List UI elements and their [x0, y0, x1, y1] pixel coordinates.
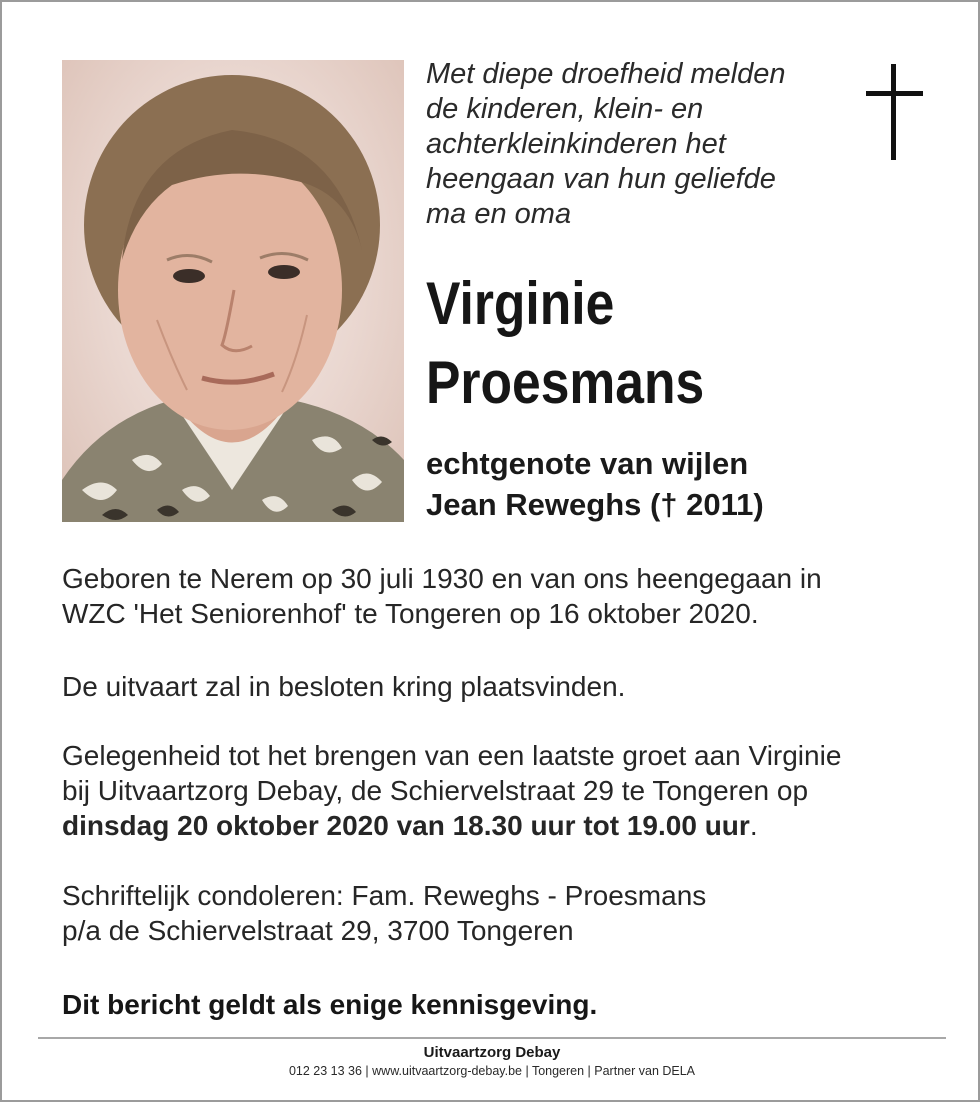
condolence-paragraph: [62, 878, 962, 948]
intro-line: ma en oma: [426, 198, 572, 230]
text-line: [62, 808, 962, 843]
intro-text: [426, 57, 846, 232]
cross-icon: [866, 64, 924, 162]
intro-line: achterkleinkinderen het: [426, 128, 726, 160]
text-line: Schriftelijk condoleren: Fam. Reweghs - Proesmans: [62, 880, 707, 911]
spouse-line: echtgenote van wijlen: [426, 446, 749, 481]
notice-text: Dit bericht geldt als enige kennisgeving.: [62, 989, 598, 1020]
period: .: [749, 810, 758, 841]
text-line: Geboren te Nerem op 30 juli 1930 en van ons heengegaan in: [62, 563, 822, 594]
text-line: De uitvaart zal in besloten kring plaatsvinden.: [62, 671, 626, 702]
funeral-paragraph: [62, 669, 962, 704]
portrait-illustration: [62, 60, 404, 522]
footer-title: Uitvaartzorg Debay: [423, 1044, 561, 1061]
spouse-info: [426, 443, 764, 525]
intro-line: Met diepe droefheid melden: [426, 58, 786, 90]
portrait-photo: [62, 60, 404, 522]
text-line: Gelegenheid tot het brengen van een laatste groet aan Virginie: [62, 740, 842, 771]
footer-divider: [38, 1037, 946, 1039]
intro-line: heengaan van hun geliefde: [426, 163, 776, 195]
first-name: Virginie: [426, 270, 615, 337]
visitation-paragraph: [62, 738, 962, 843]
visitation-time: dinsdag 20 oktober 2020 van 18.30 uur tot 19.00 uur: [62, 810, 750, 841]
spouse-line: Jean Reweghs († 2011): [426, 487, 764, 522]
birth-death-paragraph: [62, 561, 962, 631]
intro-line: de kinderen, klein- en: [426, 93, 704, 125]
footer-info: 012 23 13 36 | www.uitvaartzorg-debay.be | Tongeren | Partner van DELA: [288, 1064, 696, 1078]
text-line: bij Uitvaartzorg Debay, de Schiervelstraat 29 te Tongeren op: [62, 775, 809, 806]
deceased-name: [426, 264, 704, 422]
text-line: WZC 'Het Seniorenhof' te Tongeren op 16 oktober 2020.: [62, 598, 759, 629]
last-name: Proesmans: [426, 349, 705, 416]
text-line: p/a de Schiervelstraat 29, 3700 Tongeren: [62, 915, 574, 946]
